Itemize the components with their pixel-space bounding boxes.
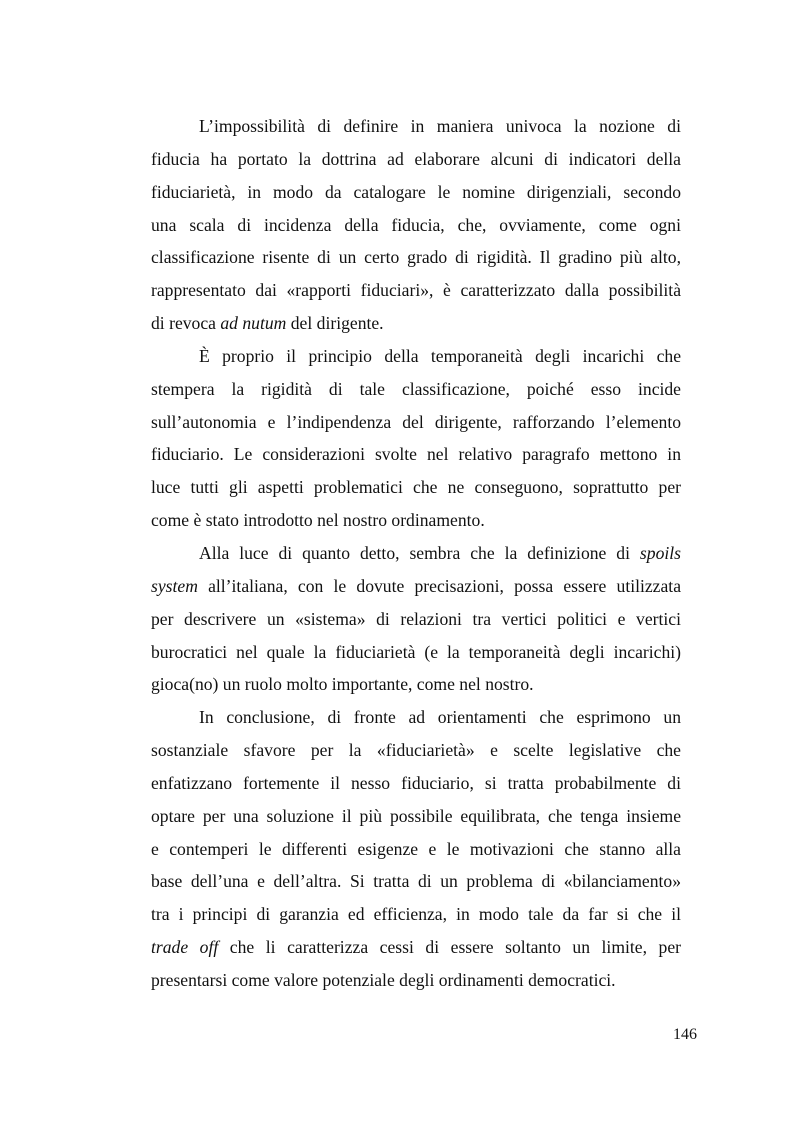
text-segment: di revoca [151, 313, 221, 334]
text-segment: Alla luce di quanto detto, sembra che la definizione di [199, 542, 640, 563]
text-line: In conclusione, di fronte ad orientamenti che esprimono un [199, 707, 681, 728]
page-body [151, 110, 681, 997]
text-line: optare per una soluzione il più possibile equilibrata, che tenga insieme [151, 805, 681, 826]
text-segment: all’italiana, con le dovute precisazioni, possa essere utilizzata [197, 575, 681, 596]
text-line: sull’autonomia e l’indipendenza del dirigente, rafforzando l’elemento [151, 411, 681, 432]
text-line [151, 537, 681, 570]
text-line [151, 931, 681, 964]
text-segment: del dirigente. [286, 313, 384, 334]
text-line: per descrivere un «sistema» di relazioni tra vertici politici e vertici [151, 608, 681, 629]
text-line: stempera la rigidità di tale classificazione, poiché esso incide [151, 378, 681, 399]
text-line: burocratici nel quale la fiduciarietà (e la temporaneità degli incarichi) [151, 641, 681, 662]
text-line: enfatizzano fortemente il nesso fiduciario, si tratta probabilmente di [151, 772, 681, 793]
text-line: fiduciarietà, in modo da catalogare le nomine dirigenziali, secondo [151, 181, 681, 202]
italic-term: trade off [151, 937, 219, 958]
paragraph-4 [151, 701, 681, 997]
page-number: 146 [673, 1026, 697, 1043]
text-line: classificazione risente di un certo grado di rigidità. Il gradino più alto, [151, 247, 681, 268]
text-line: fiduciario. Le considerazioni svolte nel relativo paragrafo mettono in [151, 444, 681, 465]
text-line: base dell’una e dell’altra. Si tratta di un problema di «bilanciamento» [151, 871, 681, 892]
text-line: sostanziale sfavore per la «fiduciarietà» e scelte legislative che [151, 740, 681, 761]
text-line: luce tutti gli aspetti problematici che ne conseguono, soprattutto per [151, 477, 681, 498]
text-line: gioca(no) un ruolo molto importante, come nel nostro. [151, 674, 534, 695]
text-line: presentarsi come valore potenziale degli ordinamenti democratici. [151, 969, 616, 990]
text-line: L’impossibilità di definire in maniera univoca la nozione di [199, 116, 681, 136]
text-line: rappresentato dai «rapporti fiduciari», è caratterizzato dalla possibilità [151, 280, 681, 301]
text-segment: che li caratterizza cessi di essere soltanto un limite, per [218, 937, 681, 958]
text-line: È proprio il principio della temporaneità degli incarichi che [199, 345, 681, 366]
text-line: tra i principi di garanzia ed efficienza, in modo tale da far si che il [151, 904, 681, 925]
paragraph-3 [151, 537, 681, 701]
italic-term: spoils [639, 542, 681, 563]
paragraph-2 [151, 340, 681, 537]
text-line [151, 307, 681, 340]
text-line: una scala di incidenza della fiducia, che, ovviamente, come ogni [151, 214, 681, 235]
paragraph-1 [151, 110, 681, 340]
italic-term: system [151, 575, 198, 596]
text-line [151, 570, 681, 603]
italic-term: ad nutum [220, 313, 287, 334]
text-line: come è stato introdotto nel nostro ordinamento. [151, 510, 485, 531]
text-line: fiducia ha portato la dottrina ad elaborare alcuni di indicatori della [151, 148, 681, 169]
text-line: e contemperi le differenti esigenze e le motivazioni che stanno alla [151, 838, 681, 859]
